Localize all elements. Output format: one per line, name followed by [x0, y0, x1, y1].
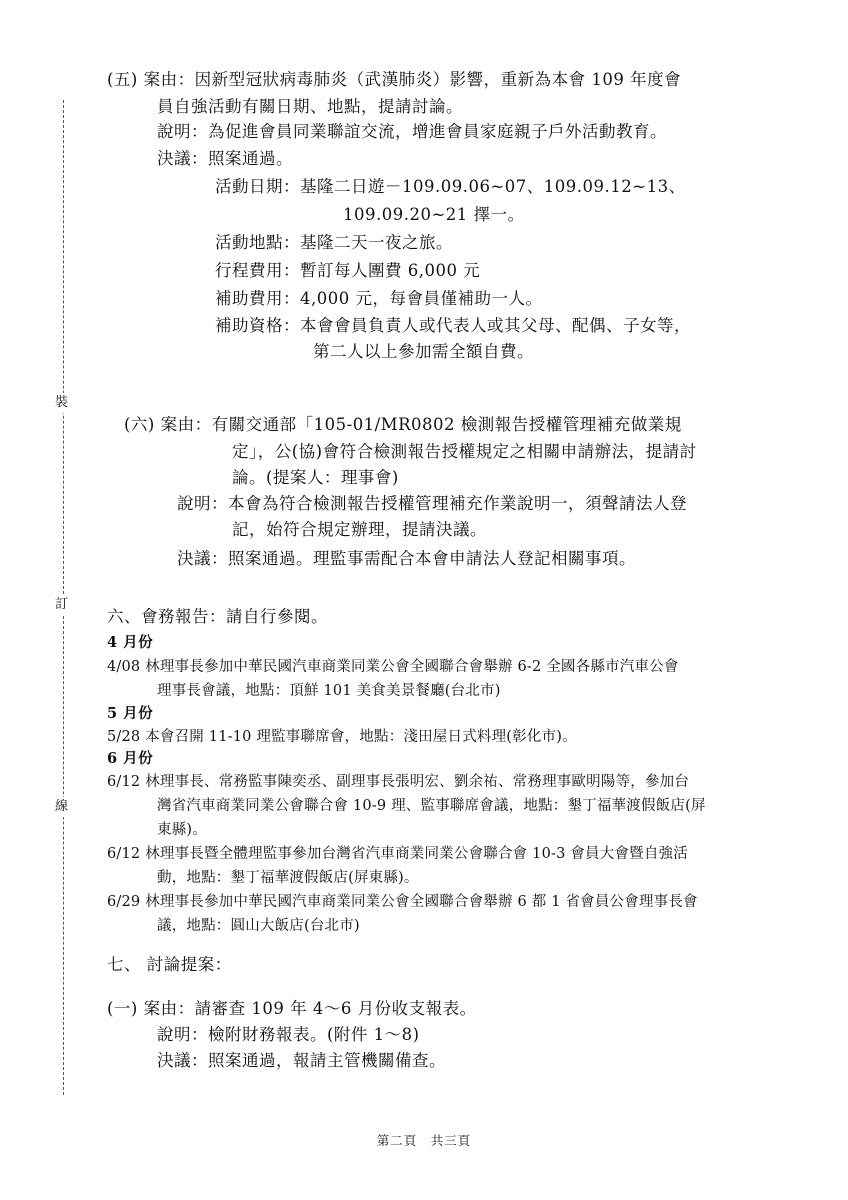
activity-date-cont: 109.09.20~21 擇一。 — [343, 205, 525, 224]
activity-date: 活動日期：基隆二日遊－109.09.06~07、109.09.12~13、 — [215, 177, 686, 196]
page-footer: 第二頁 共三頁 — [376, 1133, 472, 1148]
item-5-case-cont: 員自強活動有關日期、地點，提請討論。 — [157, 97, 463, 116]
item-5-explanation: 說明：為促進會員同業聯誼交流，增進會員家庭親子戶外活動教育。 — [157, 122, 667, 141]
activity-location: 活動地點：基隆二天一夜之旅。 — [215, 233, 453, 252]
trip-cost: 行程費用：暫訂每人團費 6,000 元 — [215, 261, 481, 280]
subsidy-eligibility: 補助資格：本會會員負責人或代表人或其父母、配偶、子女等， — [215, 316, 691, 335]
section-7-heading: 七、 討論提案： — [107, 955, 232, 974]
binding-mark-xian: 線 — [55, 797, 68, 817]
item-5-case: (五) 案由：因新型冠狀病毒肺炎（武漢肺炎）影響，重新為本會 109 年度會 — [107, 70, 682, 89]
report-0528: 5/28 本會召開 11-10 理監事聯席會，地點：淺田屋日式料理(彰化市)。 — [107, 729, 577, 745]
item-6-case: (六) 案由：有關交通部「105-01/MR0802 檢測報告授權管理補充做業規 — [124, 415, 682, 434]
report-0629: 6/29 林理事長參加中華民國汽車商業同業公會全國聯合會舉辦 6 都 1 省會員公會理事長會 — [107, 894, 698, 910]
month-heading-april: 4 月份 — [107, 634, 154, 651]
subsidy-cost: 補助費用：4,000 元，每會員僅補助一人。 — [215, 289, 543, 308]
proposal-1-case: (一) 案由：請審查 109 年 4～6 月份收支報表。 — [107, 999, 477, 1018]
item-5-resolution: 決議：照案通過。 — [157, 149, 293, 168]
report-0612-a-cont-2: 東縣)。 — [157, 822, 207, 838]
report-0612-b: 6/12 林理事長暨全體理監事參加台灣省汽車商業同業公會聯合會 10-3 會員大會暨自強活 — [107, 846, 688, 862]
report-0408: 4/08 林理事長參加中華民國汽車商業同業公會全國聯合會舉辦 6-2 全國各縣市汽車公會 — [107, 659, 679, 675]
item-6-resolution: 決議：照案通過。理監事需配合本會申請法人登記相關事項。 — [177, 549, 636, 568]
subsidy-eligibility-cont: 第二人以上參加需全額自費。 — [313, 342, 534, 361]
binding-mark-zhuang: 裝 — [55, 393, 68, 413]
item-6-case-cont-1: 定」，公(協)會符合檢測報告授權規定之相關申請辦法，提請討 — [232, 442, 697, 461]
month-heading-june: 6 月份 — [107, 750, 154, 767]
report-0612-a-cont-1: 灣省汽車商業同業公會聯合會 10-9 理、監事聯席會議，地點：墾丁福華渡假飯店(屏 — [157, 798, 706, 814]
report-0408-cont: 理事長會議，地點：頂鮮 101 美食美景餐廳(台北市) — [157, 683, 501, 699]
report-0612-a: 6/12 林理事長、常務監事陳奕丞、副理事長張明宏、劉余祐、常務理事歐明陽等，參加台 — [107, 774, 690, 790]
item-6-explanation: 說明：本會為符合檢測報告授權管理補充作業說明一，須聲請法人登 — [177, 494, 687, 513]
report-0629-cont: 議，地點：圓山大飯店(台北市) — [157, 918, 360, 934]
month-heading-may: 5 月份 — [107, 705, 154, 722]
proposal-1-resolution: 決議：照案通過，報請主管機關備查。 — [157, 1051, 446, 1070]
section-6-heading: 六、會務報告：請自行參閱。 — [107, 607, 328, 626]
report-0612-b-cont: 動，地點：墾丁福華渡假飯店(屏東縣)。 — [157, 870, 419, 886]
proposal-1-explanation: 說明：檢附財務報表。(附件 1～8) — [157, 1025, 420, 1044]
binding-mark-ding: 訂 — [55, 595, 68, 615]
item-6-explanation-cont: 記，始符合規定辦理，提請決議。 — [232, 520, 487, 539]
item-6-case-cont-2: 論。(提案人：理事會) — [232, 468, 399, 487]
